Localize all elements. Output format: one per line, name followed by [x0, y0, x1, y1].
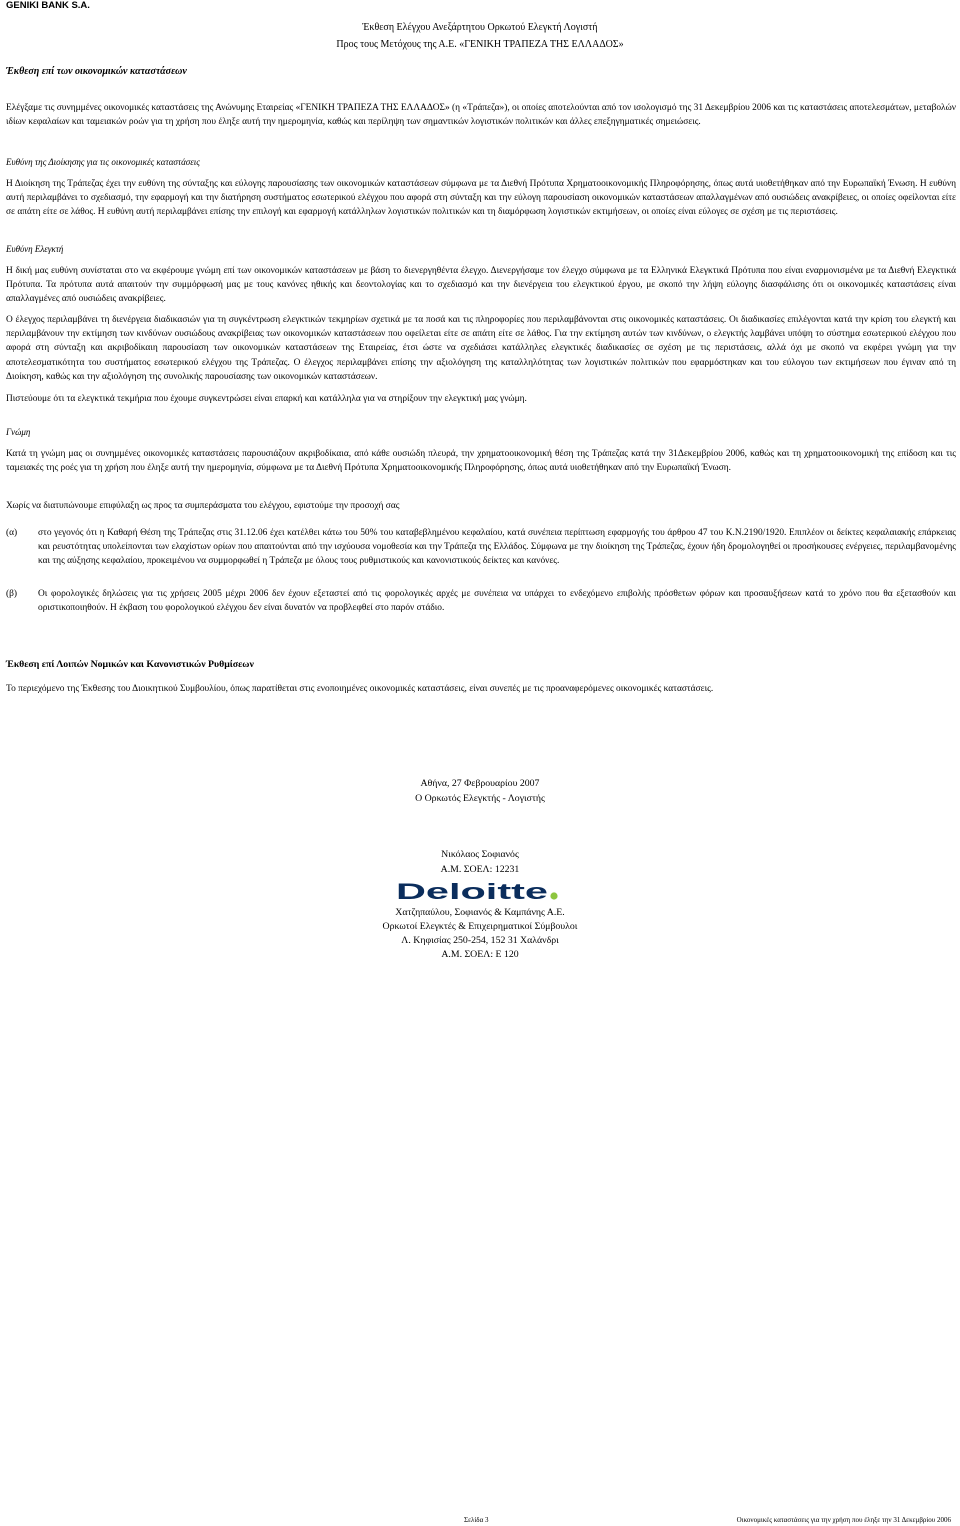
deloitte-wordmark: Deloitte — [396, 881, 548, 903]
firm-name: Χατζηπαύλου, Σοφιανός & Καμπάνης Α.Ε. — [395, 907, 565, 918]
other-regulations-paragraph: Το περιεχόμενο της Έκθεσης του Διοικητικού Συμβουλίου, όπως παρατίθεται στις ενοποιημένες οικονομικές καταστάσεις, είναι συνεπές με τις προαναφερόμενες οικονομικές καταστάσεις. — [6, 684, 714, 694]
management-paragraph: Η Διοίκηση της Τράπεζας έχει την ευθύνη της σύνταξης και εύλογης παρουσίασης των οικονομικών καταστάσεων σύμφωνα με τα Διεθνή Πρότυπα Χρηματοοικονομικής Πληροφόρησης, όπως αυτά υιοθετήθηκαν από την Ευρωπαϊκή Ένωση. Η ευθύνη αυτή περιλαμβάνει το σχεδιασμό, την εφαρμογή και την διατήρηση συστήματος εσωτερικού ελέγχου που αφορά στη σύνταξη και την εύλογη παρουσίαση οικονομικών καταστάσεων απαλλαγμένων από ουσιώδεις ανακρίβειες, οι οποίες οφείλονται είτε σε απάτη είτε σε λάθος. Η ευθύνη αυτή περιλαμβάνει επίσης την επιλογή και εφαρμογή κατάλληλων λογιστικών πολιτικών και τη διαμόρφωση λογιστικών εκτιμήσεων, οι οποίες είναι εύλογες σε σχέση με τις περιστάσεις. — [6, 179, 956, 218]
opinion-paragraph: Κατά τη γνώμη μας οι συνημμένες οικονομικές καταστάσεις παρουσιάζουν ακριβοδίκαια, από κάθε ουσιώδη πλευρά, την χρηματοοικονομική θέση της Τράπεζας κατά την 31Δεκεμβρίου 2006, καθώς και τη χρηματοοικονομική της επίδοση και τις ταμειακές της ροές για τη χρήση που έληξε αυτή την ημερομηνία, σύμφωνα με τα Διεθνή Πρότυπα Χρηματοοικονομικής Πληροφόρησης, όπως αυτά υιοθετήθηκαν από την Ευρωπαϊκή Ένωση. — [6, 449, 956, 474]
item-marker: (α) — [6, 528, 18, 538]
intro-paragraph: Ελέγξαμε τις συνημμένες οικονομικές καταστάσεις της Ανώνυμης Εταιρείας «ΓΕΝΙΚΗ ΤΡΑΠΕΖΑ ΤΗΣ ΕΛΛΑΔΟΣ» (η «Τράπεζα»), οι οποίες αποτελούνται από τον ισολογισμό της 31 Δεκεμβρίου 2006 και τις καταστάσεις αποτελεσμάτων, μεταβολών ιδίων κεφαλαίων και ταμειακών ροών για τη χρήση που έληξε αυτή την ημερομηνία, καθώς και περίληψη των σημαντικών λογιστικών πολιτικών και άλλες επεξηγηματικές σημειώσεις. — [6, 103, 956, 128]
item-text: Οι φορολογικές δηλώσεις για τις χρήσεις 2005 μέχρι 2006 δεν έχουν εξεταστεί από τις φορολογικές αρχές με συνέπεια να υπάρχει το ενδεχόμενο επιβολής πρόσθετων φόρων και προσαυξήσεων κατά το χρόνο που θα εξετασθούν και οριστικοποιηθούν. Η έκβαση του φορολογικού ελέγχου δεν είναι δυνατόν να προβλεφθεί στο παρόν στάδιο. — [38, 589, 956, 614]
signature-role: Ο Ορκωτός Ελεγκτής - Λογιστής — [415, 793, 545, 804]
item-marker: (β) — [6, 589, 18, 599]
bank-name: GENIKI BANK S.A. — [6, 0, 90, 11]
emphasis-intro: Χωρίς να διατυπώνουμε επιφύλαξη ως προς τα συμπεράσματα του ελέγχου, εφιστούμε την προσοχή σας — [6, 501, 400, 511]
report-addressee: Προς τους Μετόχους της Α.Ε. «ΓΕΝΙΚΗ ΤΡΑΠΕΖΑ ΤΗΣ ΕΛΛΑΔΟΣ» — [336, 39, 624, 50]
auditor-heading: Ευθύνη Ελεγκτή — [6, 244, 64, 254]
auditor-paragraph-1: Η δική μας ευθύνη συνίσταται στο να εκφέρουμε γνώμη επί των οικονομικών καταστάσεων με βάση το διενεργηθέντα έλεγχο. Διενεργήσαμε τον έλεγχο σύμφωνα με τα Ελληνικά Ελεγκτικά Πρότυπα που είναι εναρμονισμένα με τα Διεθνή Ελεγκτικά Πρότυπα. Τα πρότυπα αυτά απαιτούν την συμμόρφωσή μας με τους κανόνες ηθικής και δεοντολογίας και το σχεδιασμό και την διενέργεια του ελεγκτικού έργου, με σκοπό την λήψη εύλογης διασφάλισης ότι οι οικονομικές καταστάσεις είναι απαλλαγμένες από ουσιώδεις ανακρίβειες. — [6, 266, 956, 305]
opinion-heading: Γνώμη — [6, 427, 31, 437]
auditor-paragraph-3: Πιστεύουμε ότι τα ελεγκτικά τεκμήρια που έχουμε συγκεντρώσει είναι επαρκή και κατάλληλα για να στηρίξουν την ελεγκτική μας γνώμη. — [6, 394, 527, 404]
firm-address: Λ. Κηφισίας 250-254, 152 31 Χαλάνδρι — [401, 935, 559, 946]
firm-description: Ορκωτοί Ελεγκτές & Επιχειρηματικοί Σύμβουλοι — [382, 921, 578, 932]
signature-reg-no: Α.Μ. ΣΟΕΛ: 12231 — [440, 864, 520, 875]
auditor-paragraph-2: Ο έλεγχος περιλαμβάνει τη διενέργεια διαδικασιών για τη συγκέντρωση ελεγκτικών τεκμηρίων σχετικά με τα ποσά και τις πληροφορίες που περιλαμβάνονται στις οικονομικές καταστάσεις. Οι διαδικασίες επιλέγονται κατά την κρίση του ελεγκτή και περιλαμβάνουν την εκτίμηση των κινδύνων ουσιώδους ανακρίβειας των οικονομικών καταστάσεων που οφείλεται είτε σε απάτη είτε σε λάθος. Για την εκτίμηση αυτών των κινδύνων, ο ελεγκτής λαμβάνει υπόψη το σύστημα εσωτερικού ελέγχου που αφορά στη σύνταξη και ακριβοδίκαιη παρουσίαση των οικονομικών καταστάσεων της Εταιρείας, έτσι ώστε να σχεδιάσει κατάλληλες ελεγκτικές διαδικασίες σε σχέση με τις περιστάσεις, αλλά όχι με σκοπό να εκφέρει γνώμη για την αποτελεσματικότητα του συστήματος εσωτερικού ελέγχου της Τράπεζας. Ο έλεγχος περιλαμβάνει επίσης την αξιολόγηση της καταλληλότητας των λογιστικών πολιτικών που εφαρμόστηκαν και του εύλογου των εκτιμήσεων που έγιναν από τη Διοίκηση, καθώς και την αξιολόγηση της συνολικής παρουσίασης των οικονομικών καταστάσεων. — [6, 315, 956, 382]
page-number: Σελίδα 3 — [464, 1516, 489, 1524]
footer-doc-title: Οικονομικές καταστάσεις για την χρήση που έληξε την 31 Δεκεμβρίου 2006 — [736, 1516, 951, 1524]
report-title: Έκθεση Ελέγχου Ανεξάρτητου Ορκωτού Ελεγκτή Λογιστή — [362, 22, 598, 33]
signature-place-date: Αθήνα, 27 Φεβρουαρίου 2007 — [420, 778, 540, 789]
section-heading-financial-statements: Έκθεση επί των οικονομικών καταστάσεων — [6, 66, 187, 77]
signature-name: Νικόλαος Σοφιανός — [441, 849, 519, 860]
deloitte-dot — [550, 892, 557, 899]
deloitte-logo — [396, 881, 561, 903]
deloitte-logo-svg — [396, 881, 561, 903]
item-text: στο γεγονός ότι η Καθαρή Θέση της Τράπεζας στις 31.12.06 έχει κατέλθει κάτω του 50% του καταβεβλημένου κεφαλαίου, κατά συνέπεια περίπτωση εφαρμογής του άρθρου 47 του Κ.Ν.2190/1920. Επιπλέον οι δείκτες κεφαλαιακής επάρκειας και ρευστότητας υπολείπονται των ελαχίστων ορίων που απαιτούνται από την ισχύουσα νομοθεσία και την Τράπεζα της Ελλάδος. Σύμφωνα με την διοίκηση της Τράπεζας, έχουν ήδη δρομολογηθεί οι προσήκουσες ενέργειες, περιλαμβανομένης και της αύξησης κεφαλαίου, προκειμένου να συμμορφωθεί η Τράπεζα με όλους τους ρυθμιστικούς και κανονιστικούς δείκτες και κανόνες. — [38, 528, 956, 567]
management-heading: Ευθύνη της Διοίκησης για τις οικονομικές καταστάσεις — [6, 157, 200, 167]
other-regulations-heading: Έκθεση επί Λοιπών Νομικών και Κανονιστικών Ρυθμίσεων — [6, 659, 254, 670]
firm-reg-no: Α.Μ. ΣΟΕΛ: Ε 120 — [441, 949, 519, 960]
